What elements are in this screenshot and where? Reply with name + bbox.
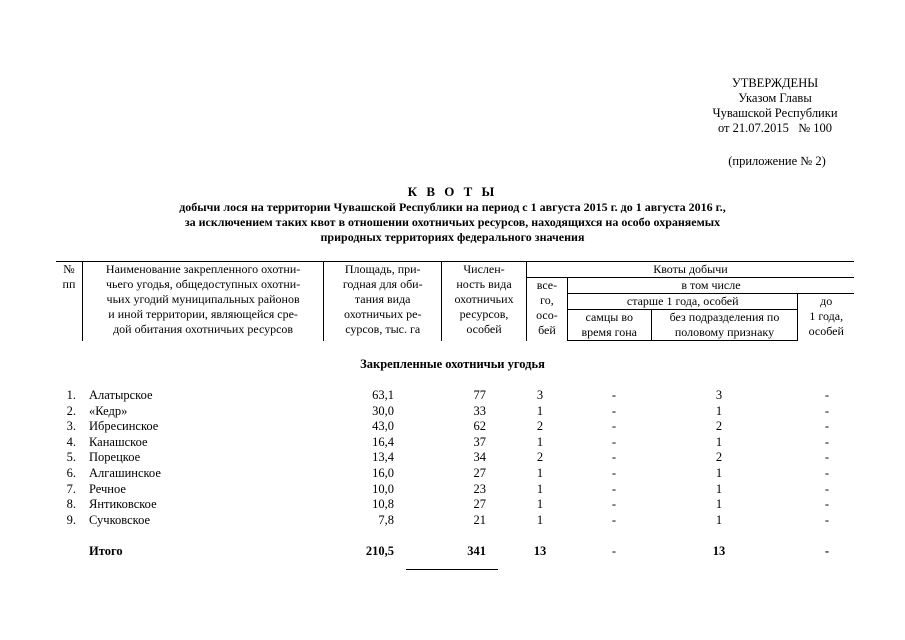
header-including: в том числе [567, 278, 854, 294]
row-without-sex: 1 [715, 512, 723, 527]
header-males: самцы во время гона [567, 310, 651, 341]
row-total: 1 [536, 403, 544, 418]
header-without-sex: без подразделения по половому признаку [651, 310, 798, 341]
row-without-sex: 3 [715, 388, 723, 402]
row-under-one: - [824, 465, 830, 480]
row-area: 10,8 [372, 497, 394, 512]
header-num: № пп [56, 262, 82, 341]
row-males: - [611, 434, 617, 449]
row-num: 2. [66, 403, 76, 418]
row-without-sex: 2 [715, 419, 723, 434]
row-under-one: - [824, 434, 830, 449]
row-name: «Кедр» [89, 403, 128, 418]
row-num: 3. [66, 419, 76, 434]
row-males: - [611, 403, 617, 418]
row-area: 16,4 [372, 434, 394, 449]
table-row [56, 482, 854, 498]
row-under-one: - [824, 497, 830, 512]
row-name: Янтиковское [89, 497, 157, 512]
row-area: 7,8 [378, 512, 394, 527]
row-total: 1 [536, 497, 544, 512]
table-row [56, 513, 854, 529]
row-num: 9. [66, 512, 76, 527]
header-population: Числен- ность вида охотничьих ресурсов, особей [442, 262, 527, 341]
row-without-sex: 1 [715, 465, 723, 480]
row-area: 10,0 [372, 481, 394, 496]
row-population: 33 [473, 403, 486, 418]
closing-rule [406, 569, 498, 570]
subtitle-line-2: за исключением таких квот в отношении охотничьих ресурсов, находящихся на особо охраняемых [184, 215, 721, 229]
section-title: Закрепленные охотничьи угодья [360, 357, 545, 371]
row-name: Сучковское [89, 512, 151, 527]
header-older: старше 1 года, особей [567, 294, 798, 310]
row-num: 7. [66, 481, 76, 496]
row-num: 5. [66, 450, 76, 465]
row-population: 23 [473, 481, 486, 496]
approval-line-3: Чувашской Республики [712, 106, 838, 120]
row-area: 16,0 [372, 465, 394, 480]
row-males: - [611, 450, 617, 465]
row-name: Ибресинское [89, 419, 159, 434]
subtitle-line-1: добычи лося на территории Чувашской Республики на период с 1 августа 2015 г. до 1 августа 2016 г., [179, 200, 726, 214]
row-males: - [611, 512, 617, 527]
table-row [56, 419, 854, 435]
row-name: Канашское [89, 434, 148, 449]
approval-line-4: от 21.07.2015 № 100 [717, 121, 833, 135]
row-total: 1 [536, 465, 544, 480]
table-row [56, 497, 854, 513]
table-row [56, 450, 854, 466]
table-row [56, 466, 854, 482]
row-males: - [611, 497, 617, 512]
row-under-one: - [824, 512, 830, 527]
row-name: Алгашинское [89, 465, 161, 480]
row-without-sex: 1 [715, 481, 723, 496]
row-without-sex: 2 [715, 450, 723, 465]
row-under-one: - [824, 388, 830, 402]
row-name: Алатырское [89, 388, 153, 402]
row-population: 34 [473, 450, 486, 465]
table-row [56, 388, 854, 404]
row-under-one: - [824, 403, 830, 418]
row-num: 4. [66, 434, 76, 449]
row-males: - [611, 465, 617, 480]
row-num: 6. [66, 465, 76, 480]
row-population: 27 [473, 497, 486, 512]
row-without-sex: 1 [715, 434, 723, 449]
row-males: - [611, 388, 617, 402]
quota-table-header [56, 261, 854, 341]
row-under-one: - [824, 481, 830, 496]
row-without-sex: 1 [715, 403, 723, 418]
row-total: 1 [536, 481, 544, 496]
document-title: К В О Т Ы [407, 184, 498, 199]
totals-label: Итого [89, 544, 123, 558]
totals-males: - [611, 544, 617, 558]
row-area: 30,0 [372, 403, 394, 418]
approval-stamp [690, 76, 860, 136]
totals-under-one: - [824, 544, 830, 558]
row-total: 2 [536, 450, 544, 465]
document-subtitle [90, 200, 815, 245]
row-population: 21 [473, 512, 486, 527]
row-under-one: - [824, 450, 830, 465]
row-population: 27 [473, 465, 486, 480]
approval-line-2: Указом Главы [738, 91, 812, 105]
header-quotas: Квоты добычи [526, 262, 854, 278]
row-males: - [611, 419, 617, 434]
row-population: 77 [473, 388, 486, 402]
header-area: Площадь, при- годная для оби- тания вида охотничьих ре- сурсов, тыс. га [324, 262, 442, 341]
row-total: 1 [536, 434, 544, 449]
row-area: 43,0 [372, 419, 394, 434]
row-population: 62 [473, 419, 486, 434]
totals-population: 341 [467, 544, 486, 558]
row-num: 8. [66, 497, 76, 512]
header-total: все- го, осо- бей [526, 278, 567, 341]
totals-without-sex: 13 [712, 544, 726, 558]
row-population: 37 [473, 434, 486, 449]
totals-total: 13 [533, 544, 547, 558]
table-row [56, 404, 854, 420]
row-num: 1. [66, 388, 76, 402]
row-total: 3 [536, 388, 544, 402]
approval-line-1: УТВЕРЖДЕНЫ [731, 76, 819, 90]
subtitle-line-3: природных территориях федерального значения [320, 230, 585, 244]
table-row [56, 435, 854, 451]
row-name: Речное [89, 481, 126, 496]
header-under-one: до 1 года, особей [798, 294, 854, 341]
data-rows [56, 388, 854, 528]
header-name: Наименование закрепленного охотни- чьего угодья, общедоступных охотни- чьих угодий муниципальных районов и иной территории, являющейся сре- дой обитания охотничьих ресурсов [82, 262, 323, 341]
row-under-one: - [824, 419, 830, 434]
row-total: 1 [536, 512, 544, 527]
row-area: 63,1 [372, 388, 394, 402]
row-males: - [611, 481, 617, 496]
row-name: Порецкое [89, 450, 141, 465]
row-without-sex: 1 [715, 497, 723, 512]
appendix-note: (приложение № 2) [728, 154, 826, 168]
row-total: 2 [536, 419, 544, 434]
row-area: 13,4 [372, 450, 394, 465]
totals-row [56, 544, 854, 560]
totals-area: 210,5 [365, 544, 394, 558]
